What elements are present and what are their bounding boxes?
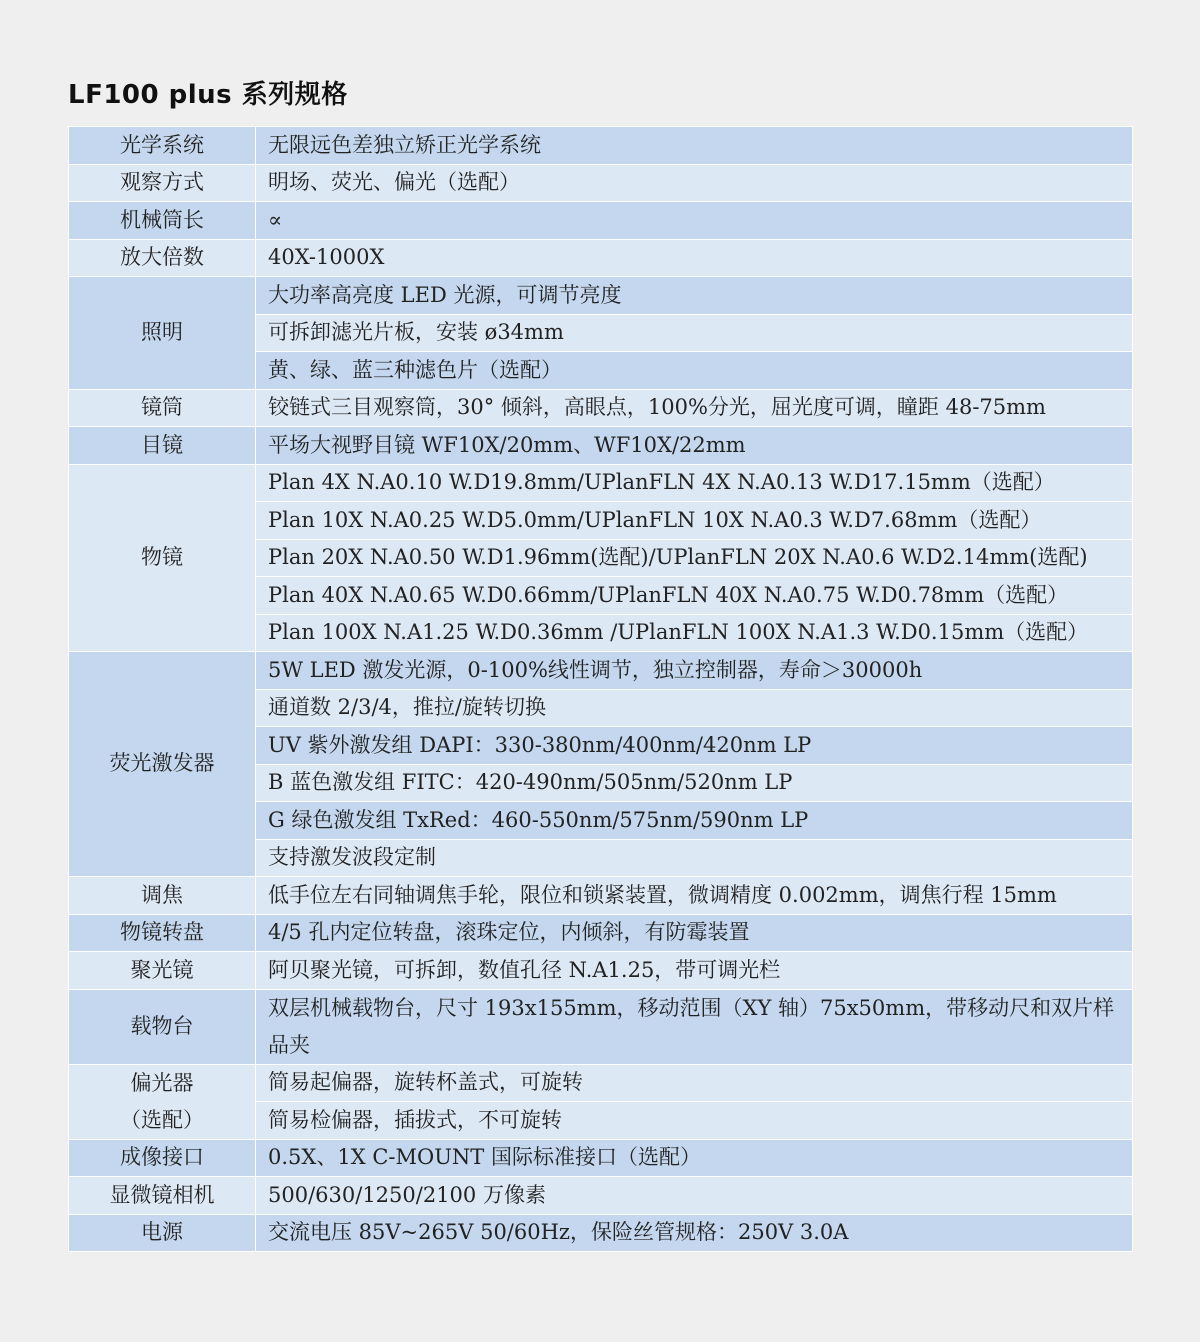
row-label: 成像接口: [69, 1139, 256, 1177]
row-label: 载物台: [69, 989, 256, 1064]
row-value: 40X-1000X: [256, 239, 1133, 277]
row-value: 黄、绿、蓝三种滤色片（选配）: [256, 352, 1133, 390]
row-value: 无限远色差独立矫正光学系统: [256, 127, 1133, 165]
table-row: [69, 877, 1133, 915]
row-label: 显微镜相机: [69, 1177, 256, 1215]
row-value: 4/5 孔内定位转盘，滚珠定位，内倾斜，有防霉装置: [256, 914, 1133, 952]
row-value: 5W LED 激发光源，0-100%线性调节，独立控制器，寿命＞30000h: [256, 652, 1133, 690]
row-value: 双层机械载物台，尺寸 193x155mm，移动范围（XY 轴）75x50mm，带移动尺和双片样品夹: [256, 989, 1133, 1064]
row-value: 交流电压 85V~265V 50/60Hz，保险丝管规格：250V 3.0A: [256, 1214, 1133, 1252]
table-row: [69, 164, 1133, 202]
row-value: B 蓝色激发组 FITC：420-490nm/505nm/520nm LP: [256, 764, 1133, 802]
table-row: [69, 1139, 1133, 1177]
table-row: [69, 127, 1133, 165]
page-title: LF100 plus 系列规格: [68, 80, 348, 110]
row-label: 镜筒: [69, 389, 256, 427]
row-label-line1: 偏光器: [130, 1070, 194, 1095]
row-value: UV 紫外激发组 DAPI：330-380nm/400nm/420nm LP: [256, 727, 1133, 765]
table-row: [69, 914, 1133, 952]
row-label: 聚光镜: [69, 952, 256, 990]
row-label-line2: （选配）: [120, 1107, 204, 1132]
row-value: ∝: [256, 202, 1133, 240]
row-label: 放大倍数: [69, 239, 256, 277]
row-label: 光学系统: [69, 127, 256, 165]
row-label: 机械筒长: [69, 202, 256, 240]
row-value: 阿贝聚光镜，可拆卸，数值孔径 N.A1.25，带可调光栏: [256, 952, 1133, 990]
table-row: [69, 1177, 1133, 1215]
row-value: 平场大视野目镜 WF10X/20mm、WF10X/22mm: [256, 427, 1133, 465]
row-value: 明场、荧光、偏光（选配）: [256, 164, 1133, 202]
table-row: [69, 1214, 1133, 1252]
table-row: [69, 1064, 1133, 1102]
row-value: 可拆卸滤光片板，安装 ø34mm: [256, 314, 1133, 352]
row-value: 低手位左右同轴调焦手轮，限位和锁紧装置，微调精度 0.002mm，调焦行程 15mm: [256, 877, 1133, 915]
row-label: 目镜: [69, 427, 256, 465]
table-row: [69, 652, 1133, 690]
row-value: 0.5X、1X C-MOUNT 国际标准接口（选配）: [256, 1139, 1133, 1177]
row-value: 大功率高亮度 LED 光源，可调节亮度: [256, 277, 1133, 315]
table-row: [69, 952, 1133, 990]
row-value: Plan 10X N.A0.25 W.D5.0mm/UPlanFLN 10X N.A0.3 W.D7.68mm（选配）: [256, 502, 1133, 540]
row-value: 简易检偏器，插拔式，不可旋转: [256, 1102, 1133, 1140]
table-row: [69, 464, 1133, 502]
row-label: [69, 1064, 256, 1139]
row-value: 铰链式三目观察筒，30° 倾斜，高眼点，100%分光，屈光度可调，瞳距 48-75mm: [256, 389, 1133, 427]
row-label: 荧光激发器: [69, 652, 256, 877]
row-label: 电源: [69, 1214, 256, 1252]
row-value: 通道数 2/3/4，推拉/旋转切换: [256, 689, 1133, 727]
row-value: Plan 100X N.A1.25 W.D0.36mm /UPlanFLN 100X N.A1.3 W.D0.15mm（选配）: [256, 614, 1133, 652]
spec-table: [68, 126, 1133, 1252]
row-label: 物镜转盘: [69, 914, 256, 952]
table-row: [69, 427, 1133, 465]
row-value: Plan 20X N.A0.50 W.D1.96mm(选配)/UPlanFLN 20X N.A0.6 W.D2.14mm(选配): [256, 539, 1133, 577]
row-value: Plan 4X N.A0.10 W.D19.8mm/UPlanFLN 4X N.A0.13 W.D17.15mm（选配）: [256, 464, 1133, 502]
row-value: 500/630/1250/2100 万像素: [256, 1177, 1133, 1215]
table-row: [69, 389, 1133, 427]
row-label: 观察方式: [69, 164, 256, 202]
row-label: 照明: [69, 277, 256, 390]
row-value: Plan 40X N.A0.65 W.D0.66mm/UPlanFLN 40X N.A0.75 W.D0.78mm（选配）: [256, 577, 1133, 615]
row-value: G 绿色激发组 TxRed：460-550nm/575nm/590nm LP: [256, 802, 1133, 840]
table-row: [69, 202, 1133, 240]
table-row: [69, 989, 1133, 1064]
row-value: 简易起偏器，旋转杯盖式，可旋转: [256, 1064, 1133, 1102]
row-value-highlight: 支持激发波段定制: [256, 839, 1133, 877]
table-row: [69, 277, 1133, 315]
row-label: 调焦: [69, 877, 256, 915]
row-label: 物镜: [69, 464, 256, 652]
table-row: [69, 239, 1133, 277]
